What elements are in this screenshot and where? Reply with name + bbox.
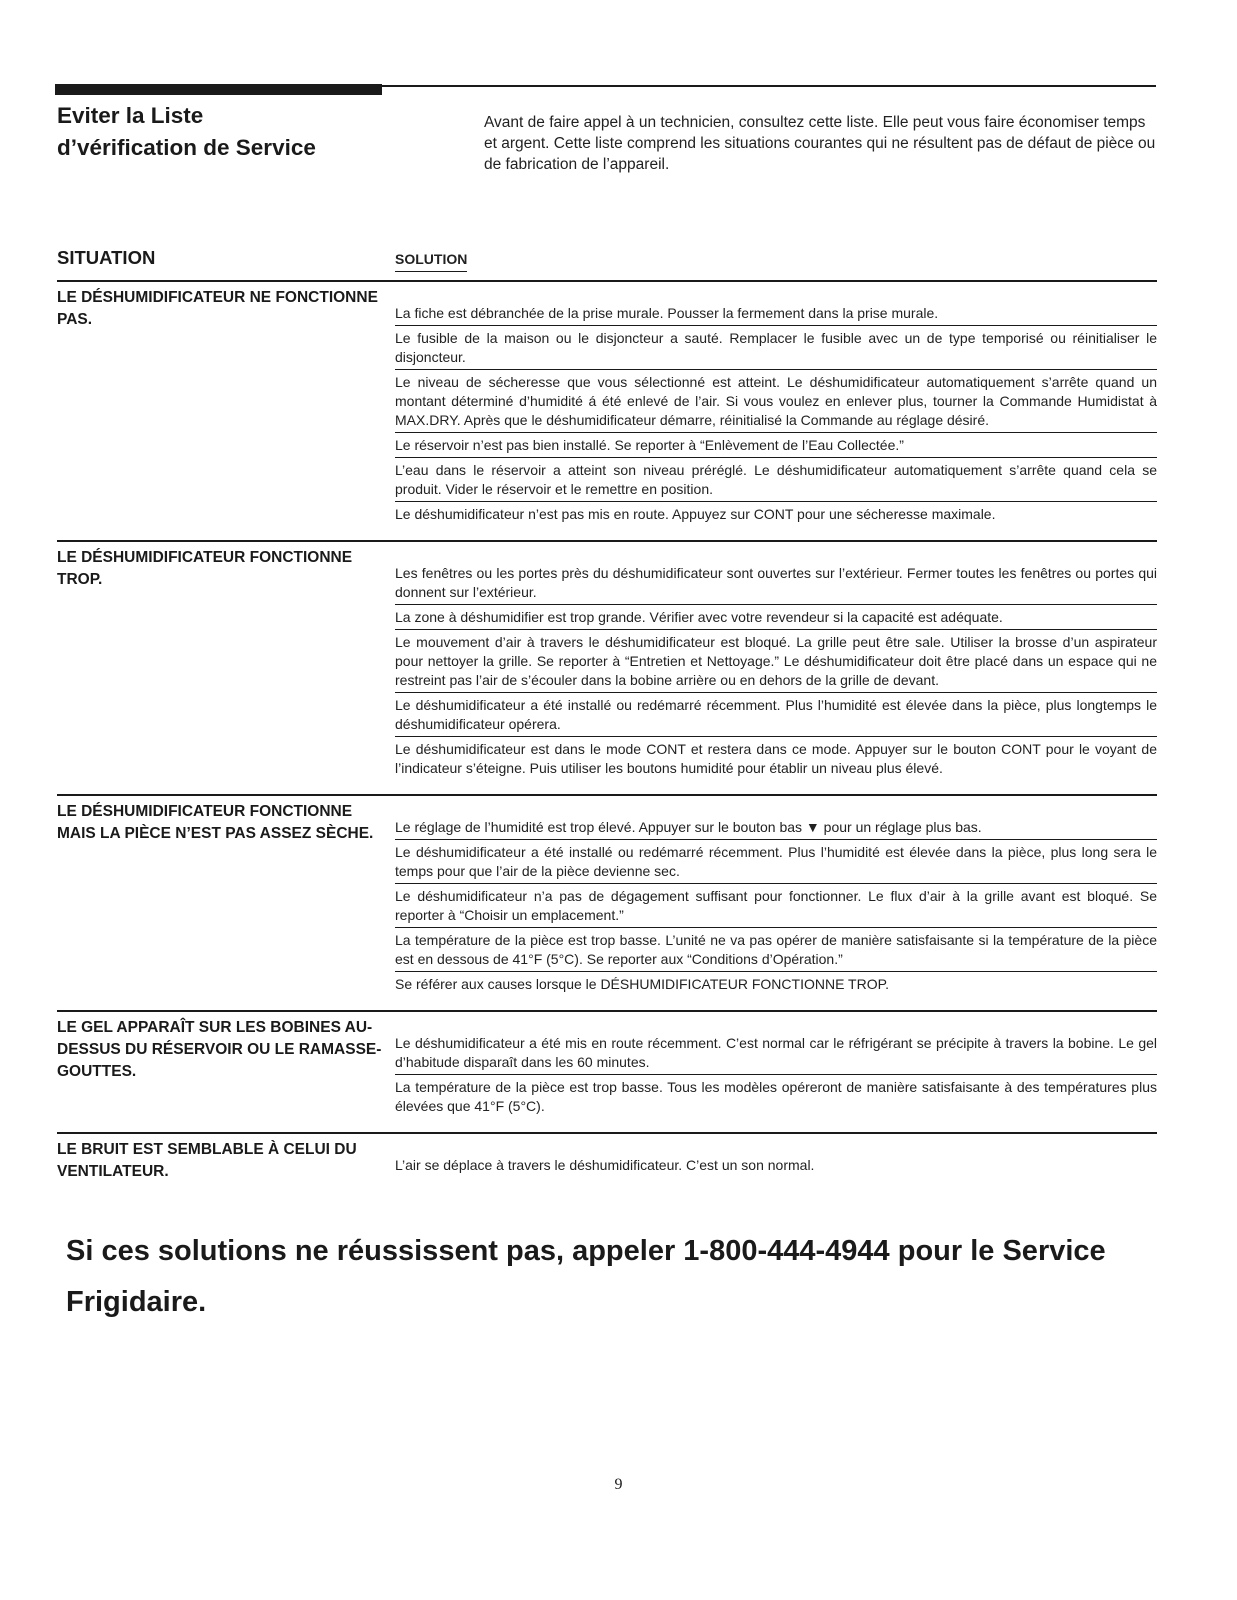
- situation-label: LE DÉSHUMIDIFICATEUR FONCTIONNE MAIS LA PIÈCE N’EST PAS ASSEZ SÈCHE.: [57, 803, 374, 842]
- solution-item: Le réservoir n’est pas bien installé. Se reporter à “Enlèvement de l’Eau Collectée.”: [395, 433, 1157, 458]
- troubleshooting-table: [57, 280, 1157, 1191]
- solution-list: [395, 1014, 1157, 1118]
- page-title-line2: d’vérification de Service: [57, 135, 316, 160]
- solution-list: [395, 284, 1157, 526]
- situation-label: LE DÉSHUMIDIFICATEUR NE FONCTIONNE PAS.: [57, 289, 378, 328]
- solution-item: Le mouvement d’air à travers le déshumidificateur est bloqué. La grille peut être sale. Utiliser la brosse d’un aspirateur pour nettoyer la grille. Se reporter à “Entretien et Nettoyage.” Le déshumidificateur doit être placé dans un espace qui ne restreint pas l’air de s’écouler dans la bobine arrière ou en dehors de la grille de devant.: [395, 630, 1157, 693]
- page-number: 9: [614, 1476, 623, 1493]
- solution-item: La température de la pièce est trop basse. L’unité ne va pas opérer de manière satisfaisante si la température de la pièce est en dessous de 41°F (5°C). Se reporter aux “Conditions d’Opération.”: [395, 928, 1157, 972]
- intro-paragraph: Avant de faire appel à un technicien, consultez cette liste. Elle peut vous faire économiser temps et argent. Cette liste comprend les situations courantes qui ne résultent pas de défaut de pièce ou de fabrication de l’appareil.: [484, 114, 1156, 173]
- page-title: [57, 100, 316, 164]
- column-header-situation: SITUATION: [57, 247, 156, 268]
- solution-item: Le déshumidificateur a été mis en route récemment. C’est normal car le réfrigérant se précipite à travers la bobine. Le gel d’habitude disparaît dans les 60 minutes.: [395, 1014, 1157, 1075]
- situation-group: [57, 794, 1157, 996]
- solution-item: L’air se déplace à travers le déshumidificateur. C’est un son normal.: [395, 1157, 815, 1173]
- solution-item: Le déshumidificateur a été installé ou redémarré récemment. Plus l’humidité est élevée dans la pièce, plus longtemps le déshumidificateur opérera.: [395, 693, 1157, 737]
- situation-label: LE DÉSHUMIDIFICATEUR FONCTIONNE TROP.: [57, 549, 353, 588]
- solution-list: [395, 544, 1157, 780]
- solution-item: La fiche est débranchée de la prise murale. Pousser la fermement dans la prise murale.: [395, 284, 1157, 326]
- solution-item: Le déshumidificateur est dans le mode CONT et restera dans ce mode. Appuyer sur le bouton CONT pour le voyant de l’indicateur s’éteigne. Puis utiliser les boutons humidité pour établir un niveau plus élevé.: [395, 741, 1157, 776]
- service-callout: Si ces solutions ne réussissent pas, appeler 1-800-444-4944 pour le Service Frigidaire.: [66, 1235, 1106, 1318]
- page-title-line1: Eviter la Liste: [57, 103, 204, 128]
- situation-label: LE GEL APPARAÎT SUR LES BOBINES AU-DESSUS DU RÉSERVOIR OU LE RAMASSE-GOUTTES.: [57, 1019, 382, 1080]
- solution-item: Le réglage de l’humidité est trop élevé. Appuyer sur le bouton bas ▼ pour un réglage plus bas.: [395, 798, 1157, 840]
- solution-item: Le déshumidificateur a été installé ou redémarré récemment. Plus l’humidité est élevée dans la pièce, plus long sera le temps pour que l’air de la pièce devienne sec.: [395, 840, 1157, 884]
- solution-item: Le déshumidificateur n’est pas mis en route. Appuyez sur CONT pour une sécheresse maximale.: [395, 506, 996, 522]
- solution-list: [395, 798, 1157, 996]
- situation-label: LE BRUIT EST SEMBLABLE À CELUI DU VENTILATEUR.: [57, 1141, 357, 1180]
- solution-item: Le déshumidificateur n’a pas de dégagement suffisant pour fonctionner. Le flux d’air à la grille avant est bloqué. Se reporter à “Choisir un emplacement.”: [395, 884, 1157, 928]
- solution-item: Le niveau de sécheresse que vous sélectionné est atteint. Le déshumidificateur automatiquement s’arrête quand un montant déterminé d’humidité á été enlevé de l’air. Si vous voulez en enlever plus, tourner la Commande Humidistat à MAX.DRY. Après que le déshumidificateur démarre, réinitialisé la Commande au réglage désiré.: [395, 370, 1157, 433]
- solution-item: Le fusible de la maison ou le disjoncteur a sauté. Remplacer le fusible avec un de type temporisé ou réinitialiser le disjoncteur.: [395, 326, 1157, 370]
- solution-item: Les fenêtres ou les portes près du déshumidificateur sont ouvertes sur l’extérieur. Fermer toutes les fenêtres ou portes qui donnent sur l’extérieur.: [395, 544, 1157, 605]
- situation-group: [57, 280, 1157, 526]
- solution-item: Se référer aux causes lorsque le DÉSHUMIDIFICATEUR FONCTIONNE TROP.: [395, 976, 890, 992]
- column-header-solution: SOLUTION: [395, 247, 467, 272]
- situation-group: [57, 1132, 1157, 1180]
- situation-group: [57, 540, 1157, 780]
- solution-item: L’eau dans le réservoir a atteint son niveau préréglé. Le déshumidificateur automatiquement s’arrête quand cela se produit. Vider le réservoir et le remettre en position.: [395, 458, 1157, 502]
- header-rule-accent: [55, 84, 382, 95]
- solution-list: [395, 1136, 1157, 1177]
- situation-group: [57, 1010, 1157, 1118]
- solution-item: La température de la pièce est trop basse. Tous les modèles opéreront de manière satisfaisante à des températures plus élevées que 41°F (5°C).: [395, 1079, 1157, 1114]
- solution-item: La zone à déshumidifier est trop grande. Vérifier avec votre revendeur si la capacité est adéquate.: [395, 605, 1157, 630]
